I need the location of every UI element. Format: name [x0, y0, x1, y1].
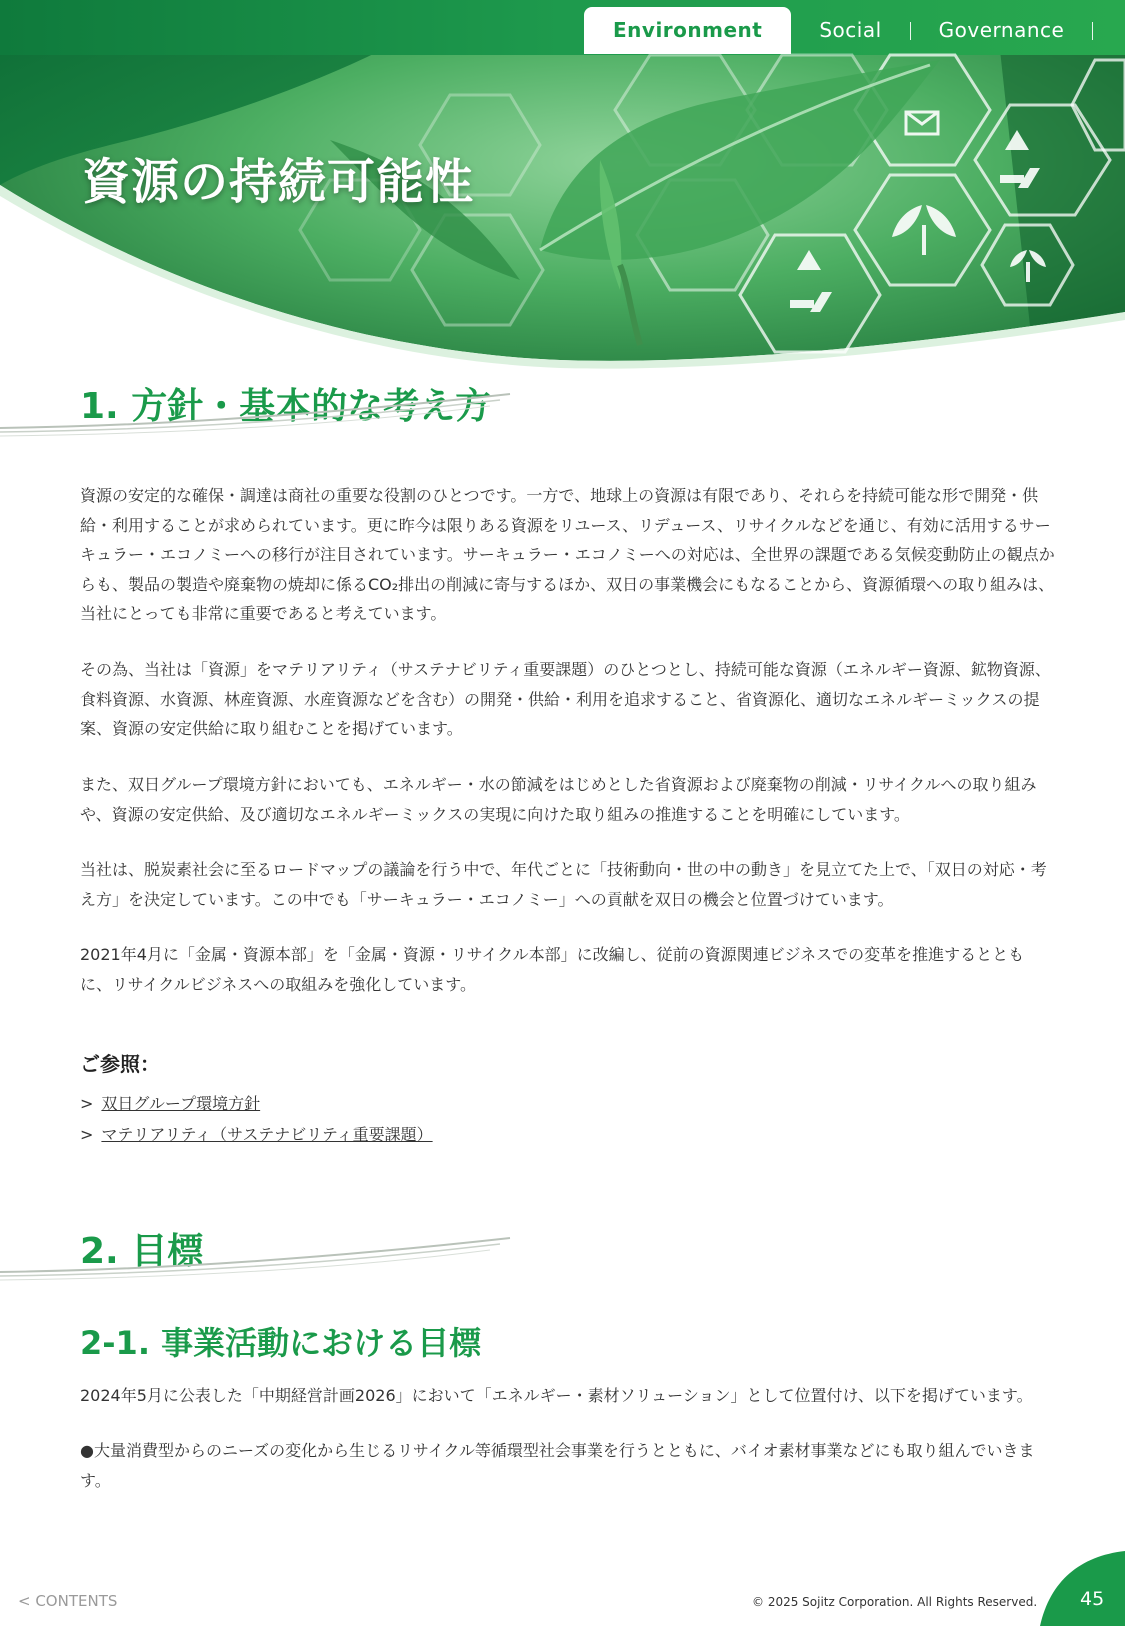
heading-swoosh — [0, 1234, 520, 1284]
subheading-business-targets: 2-1. 事業活動における目標 — [80, 1324, 482, 1362]
tab-governance[interactable]: Governance — [938, 18, 1065, 42]
copyright-text: © 2025 Sojitz Corporation. All Rights Reserved. — [752, 1595, 1038, 1609]
hero-banner — [0, 0, 1125, 370]
leaf-icon — [892, 205, 956, 255]
reference-heading: ご参照： — [80, 1052, 160, 1076]
contents-link[interactable]: < CONTENTS — [18, 1592, 118, 1610]
recycle-icon — [790, 250, 832, 312]
link-environmental-policy[interactable]: 双日グループ環境方針 — [101, 1094, 261, 1113]
arrow-icon: > — [80, 1125, 94, 1144]
page-number: 45 — [1080, 1588, 1105, 1610]
page-title: 資源の持続可能性 — [82, 154, 475, 210]
section-heading-targets: 2. 目標 — [80, 1231, 204, 1272]
policy-paragraph-5: 2021年4月に「金属・資源本部」を「金属・資源・リサイクル本部」に改編し、従前の資源関連ビジネスでの変革を推進するとともに、リサイクルビジネスへの取組みを強化しています。 — [80, 945, 1025, 994]
policy-paragraph-4: 当社は、脱炭素社会に至るロードマップの議論を行う中で、年代ごとに「技術動向・世の中の動き」を見立てた上で、「双日の対応・考え方」を決定しています。この中でも「サーキュラー・エコノミー」への貢献を双日の機会と位置づけています。 — [80, 860, 1047, 909]
policy-paragraph-1: 資源の安定的な確保・調達は商社の重要な役割のひとつです。一方で、地球上の資源は有限であり、それらを持続可能な形で開発・供給・利用することが求められています。更に昨今は限りある資源をリユース、リデュース、リサイクルなどを通じ、有効に活用するサーキュラー・エコノミーへの移行が注目されています。サーキュラー・エコノミーへの対応は、全世界の課題である気候変動防止の観点からも、製品の製造や廃棄物の焼却に係るCO₂排出の削減に寄与するほか、双日の事業機会にもなることから、資源循環への取り組みは、当社にとっても非常に重要であると考えています。 — [80, 486, 1055, 623]
targets-paragraph-1: 2024年5月に公表した「中期経営計画2026」において「エネルギー・素材ソリューション」として位置付け、以下を掲げています。 — [80, 1386, 1033, 1405]
link-materiality[interactable]: マテリアリティ（サステナビリティ重要課題） — [101, 1125, 433, 1144]
reference-links — [80, 1088, 433, 1150]
targets-paragraph-2: ●大量消費型からのニーズの変化から生じるリサイクル等循環型社会事業を行うとともに、バイオ素材事業などにも取り組んでいきます。 — [80, 1441, 1035, 1490]
tab-social[interactable]: Social — [819, 18, 882, 42]
list-item — [80, 1088, 433, 1119]
heading-swoosh — [0, 390, 520, 440]
section-tabs — [584, 7, 1093, 54]
arrow-icon: > — [80, 1094, 94, 1113]
tab-environment[interactable]: Environment — [584, 7, 791, 54]
mail-icon — [906, 112, 938, 134]
section-heading-policy: 1. 方針・基本的な考え方 — [80, 386, 492, 427]
sprout-icon — [1010, 250, 1046, 282]
policy-paragraph-2: その為、当社は「資源」をマテリアリティ（サステナビリティ重要課題）のひとつとし、持続可能な資源（エネルギー資源、鉱物資源、食料資源、水資源、林産資源、水産資源などを含む）の開発・供給・利用を追求すること、省資源化、適切なエネルギーミックスの提案、資源の安定供給に取り組むことを掲げています。 — [80, 660, 1051, 738]
policy-paragraph-3: また、双日グループ環境方針においても、エネルギー・水の節減をはじめとした省資源および廃棄物の削減・リサイクルへの取り組みや、資源の安定供給、及び適切なエネルギーミックスの実現に向けた取り組みの推進することを明確にしています。 — [80, 775, 1037, 824]
recycle-icon — [1000, 130, 1040, 188]
list-item — [80, 1119, 433, 1150]
tab-divider — [1092, 22, 1093, 40]
